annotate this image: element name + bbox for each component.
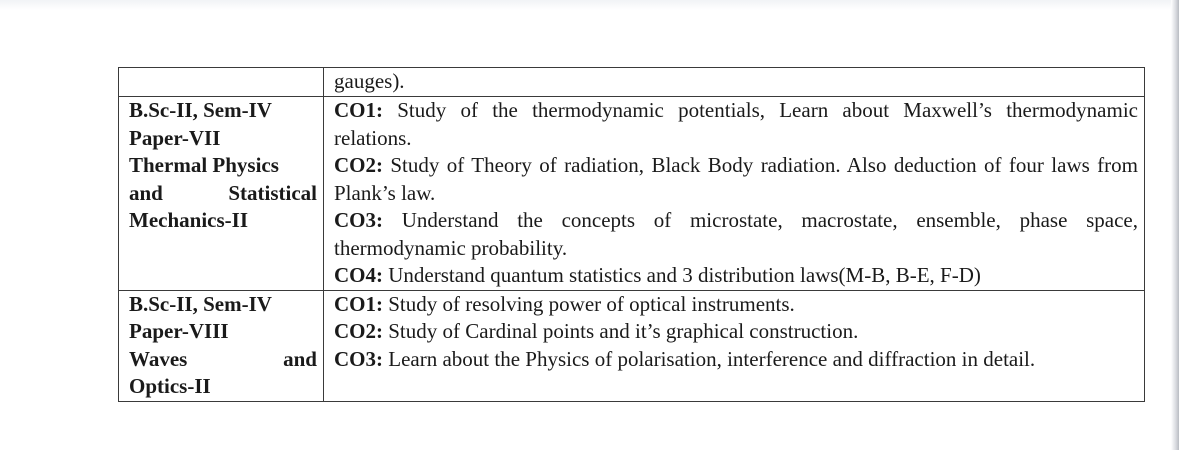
course-line: Optics-II	[129, 374, 211, 398]
course-line: Paper-VIII	[129, 319, 229, 343]
outcomes-cell	[324, 97, 1145, 291]
course-cell	[119, 290, 324, 401]
course-outcomes-table	[118, 67, 1145, 402]
table-row	[119, 290, 1145, 401]
course-line: Paper-VII	[129, 125, 221, 150]
course-line: Thermal Physics	[129, 153, 279, 177]
course-cell	[119, 68, 324, 97]
table-row	[119, 97, 1145, 291]
course-line: B.Sc-II, Sem-IV	[129, 98, 272, 122]
outcome-co2: CO2: Study of Cardinal points and it’s graphical construction.	[334, 319, 859, 343]
outcome-co3: CO3: Learn about the Physics of polarisation, interference and diffraction in detail.	[334, 346, 1036, 371]
scan-shadow-right	[1171, 0, 1179, 450]
course-line: B.Sc-II, Sem-IV	[129, 291, 272, 316]
course-line: Mechanics-II	[129, 208, 248, 232]
outcome-co3: CO3: Understand the concepts of microstate, macrostate, ensemble, phase space, thermodynamic probability.	[334, 208, 1138, 260]
outcome-co1: CO1: Study of resolving power of optical instruments.	[334, 291, 795, 316]
scan-shadow-top	[0, 0, 1179, 10]
course-cell	[119, 97, 324, 291]
course-line: Waves and	[129, 346, 317, 371]
table-row	[119, 68, 1145, 97]
outcomes-cell	[324, 290, 1145, 401]
outcome-co4: CO4: Understand quantum statistics and 3 distribution laws(M-B, B-E, F-D)	[334, 263, 981, 287]
outcomes-cell	[324, 68, 1145, 97]
outcome-continuation: gauges).	[334, 69, 405, 93]
outcome-co1: CO1: Study of the thermodynamic potentials, Learn about Maxwell’s thermodynamic relations.	[334, 98, 1138, 150]
course-line: and Statistical	[129, 180, 317, 205]
outcome-co2: CO2: Study of Theory of radiation, Black Body radiation. Also deduction of four laws from Plank’s law.	[334, 153, 1138, 205]
